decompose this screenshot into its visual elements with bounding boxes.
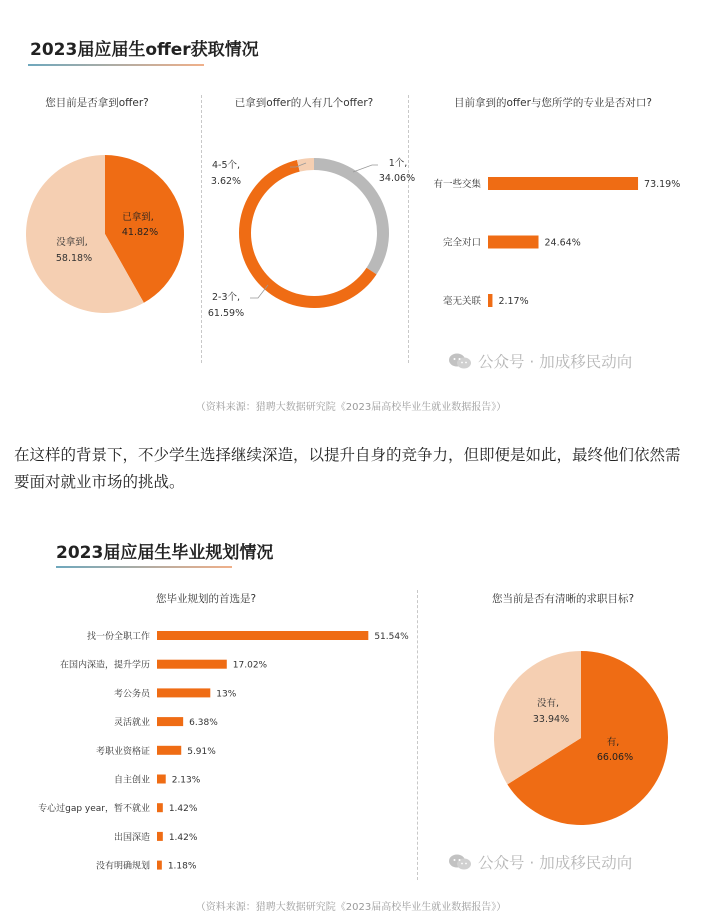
chart5-label-yes: 有, <box>606 737 620 748</box>
chart4-category-label: 考公务员 <box>113 689 150 700</box>
chart5-value-no: 33.94% <box>532 714 570 725</box>
watermark-1-text: 公众号 · 加成移民动向 <box>478 353 633 371</box>
chart4-value-label: 2.13% <box>171 775 201 786</box>
chart4-value-label: 5.91% <box>187 746 216 757</box>
chart4-value-label: 17.02% <box>232 660 268 671</box>
source-note-2: （资料来源：猎聘大数据研究院《2023届高校毕业生就业数据报告》） <box>195 902 507 913</box>
chart1-slice-label-notgot: 没拿到, <box>56 237 88 248</box>
source-note-1: （资料来源：猎聘大数据研究院《2023届高校毕业生就业数据报告》） <box>195 402 507 413</box>
chart2-value-four-five: 3.62% <box>210 176 242 187</box>
watermark-2 <box>448 851 632 873</box>
chart3-value-label: 2.17% <box>498 296 529 307</box>
chart4-category-label: 出国深造 <box>113 832 150 843</box>
chart3-category-label: 完全对口 <box>442 237 481 249</box>
chart4-category-label: 在国内深造，提升学历 <box>59 660 150 671</box>
chart2-value-one: 34.06% <box>378 173 416 184</box>
chart5-label-no: 没有, <box>536 698 560 709</box>
chart1-title: 您目前是否拿到offer? <box>45 97 149 109</box>
chart2-label-two-three: 2-3个, <box>211 292 241 303</box>
chart4-category-label: 灵活就业 <box>113 718 150 729</box>
chart3-category-label: 毫无关联 <box>442 296 481 307</box>
chart4-category-label: 考职业资格证 <box>95 746 150 757</box>
chart3-category-label: 有一些交集 <box>433 179 481 190</box>
chart2-title: 已拿到offer的人有几个offer? <box>234 97 374 109</box>
chart1-slice-value-notgot: 58.18% <box>55 253 93 264</box>
chart4-category-label: 自主创业 <box>113 775 150 786</box>
chart4-category-label: 找一份全职工作 <box>86 632 150 642</box>
chart5-title: 您当前是否有清晰的求职目标? <box>491 593 635 605</box>
chart4-value-label: 1.42% <box>168 832 198 843</box>
chart5-value-yes: 66.06% <box>596 752 634 763</box>
body-paragraph: 在这样的背景下，不少学生选择继续深造，以提升自身的竞争力，但即便是如此，最终他们依然需要面对就业市场的挑战。 <box>14 446 681 491</box>
chart4-title: 您毕业规划的首选是? <box>155 593 257 605</box>
chart2-value-two-three: 61.59% <box>207 308 245 319</box>
chart4-value-label: 6.38% <box>189 718 218 729</box>
chart2-label-four-five: 4-5个, <box>211 160 241 171</box>
watermark-2-text: 公众号 · 加成移民动向 <box>478 854 633 872</box>
chart4-category-label: 没有明确规划 <box>95 861 150 872</box>
section1-title: 2023届应届生offer获取情况 <box>30 40 259 60</box>
chart4-category-label: 专心过gap year，暂不就业 <box>38 804 150 815</box>
chart3-value-label: 73.19% <box>644 179 681 190</box>
chart4-value-label: 51.54% <box>374 632 409 642</box>
chart4-value-label: 13% <box>216 689 237 700</box>
chart1-slice-label-got: 已拿到, <box>122 212 154 223</box>
wechat-icon <box>448 853 472 871</box>
chart3-value-label: 24.64% <box>544 237 581 249</box>
chart1-slice-value-got: 41.82% <box>121 227 159 238</box>
section2-title: 2023届应届生毕业规划情况 <box>56 543 274 563</box>
chart4-value-label: 1.18% <box>167 861 197 872</box>
chart3-title: 目前拿到的offer与您所学的专业是否对口? <box>453 97 653 109</box>
chart4-value-label: 1.42% <box>168 804 198 815</box>
chart2-label-one: 1个, <box>388 158 408 169</box>
